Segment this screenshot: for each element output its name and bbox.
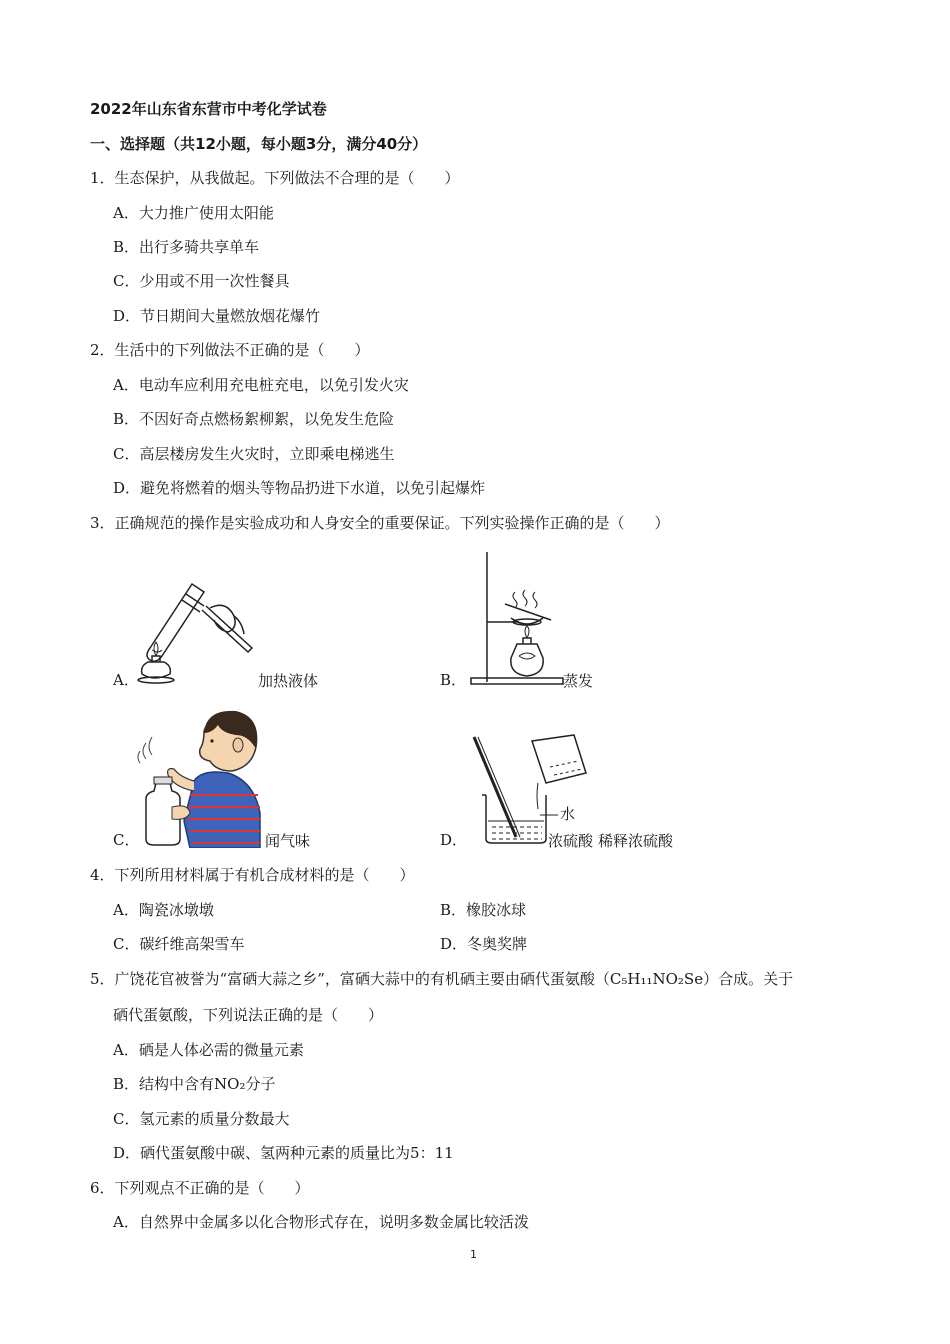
q4-option-d: D．冬奥奖牌 — [440, 935, 528, 953]
page-number: 1 — [470, 1248, 477, 1261]
q1-option-a: A．大力推广使用太阳能 — [113, 204, 274, 222]
q3-option-d-letter: D． — [440, 831, 468, 849]
evaporation-figure — [465, 548, 565, 688]
q3-option-a-letter: A． — [113, 671, 139, 689]
q5-option-d: D．硒代蛋氨酸中碳、氢两种元素的质量比为5：11 — [113, 1144, 454, 1162]
q2-option-b: B．不因好奇点燃杨絮柳絮，以免发生危险 — [113, 410, 395, 428]
exam-title: 2022年山东省东营市中考化学试卷 — [90, 100, 327, 118]
smelling-figure — [132, 703, 267, 848]
q2-option-c: C．高层楼房发生火灾时，立即乘电梯逃生 — [113, 445, 395, 463]
q5-option-b: B．结构中含有NO₂分子 — [113, 1075, 276, 1093]
q4-option-b: B．橡胶冰球 — [440, 901, 527, 919]
q6-stem: 6．下列观点不正确的是（ ） — [90, 1179, 310, 1197]
q5-option-c: C．氢元素的质量分数最大 — [113, 1110, 290, 1128]
q1-option-b: B．出行多骑共享单车 — [113, 238, 260, 256]
q1-option-d: D．节日期间大量燃放烟花爆竹 — [113, 307, 321, 325]
q4-option-c: C．碳纤维高架雪车 — [113, 935, 245, 953]
q2-option-d: D．避免将燃着的烟头等物品扔进下水道，以免引起爆炸 — [113, 479, 486, 497]
q5-stem-line1: 5．广饶花官被誉为“富硒大蒜之乡”，富硒大蒜中的有机硒主要由硒代蛋氨酸（C₅H₁₁NO₂Se）合成。关于 — [90, 970, 794, 988]
q5-stem-line2: 硒代蛋氨酸，下列说法正确的是（ ） — [113, 1006, 384, 1024]
q6-option-a: A．自然界中金属多以化合物形式存在，说明多数金属比较活泼 — [113, 1213, 529, 1231]
q3-option-b-caption: 蒸发 — [563, 672, 594, 690]
q3-option-c-caption: 闻气味 — [265, 832, 311, 850]
q3-stem: 3．正确规范的操作是实验成功和人身安全的重要保证。下列实验操作正确的是（ ） — [90, 514, 670, 532]
section-heading: 一、选择题（共12小题，每小题3分，满分40分） — [90, 135, 428, 153]
q2-option-a: A．电动车应利用充电桩充电，以免引发火灾 — [113, 376, 409, 394]
q3-option-d-acid-label: 浓硫酸 — [548, 832, 594, 850]
q3-option-d-water-label: 水 — [560, 805, 576, 823]
q3-option-b-letter: B． — [440, 671, 467, 689]
q3-option-c-letter: C． — [113, 831, 140, 849]
q2-stem: 2．生活中的下列做法不正确的是（ ） — [90, 341, 370, 359]
diluting-acid-figure — [470, 733, 595, 845]
q1-option-c: C．少用或不用一次性餐具 — [113, 272, 290, 290]
q1-stem: 1．生态保护，从我做起。下列做法不合理的是（ ） — [90, 169, 460, 187]
q4-stem: 4．下列所用材料属于有机合成材料的是（ ） — [90, 866, 415, 884]
q5-option-a: A．硒是人体必需的微量元素 — [113, 1041, 304, 1059]
q3-option-a-caption: 加热液体 — [258, 672, 319, 690]
q3-option-d-caption: 稀释浓硫酸 — [598, 832, 674, 850]
q4-option-a: A．陶瓷冰墩墩 — [113, 901, 214, 919]
heating-liquid-figure — [130, 570, 270, 690]
